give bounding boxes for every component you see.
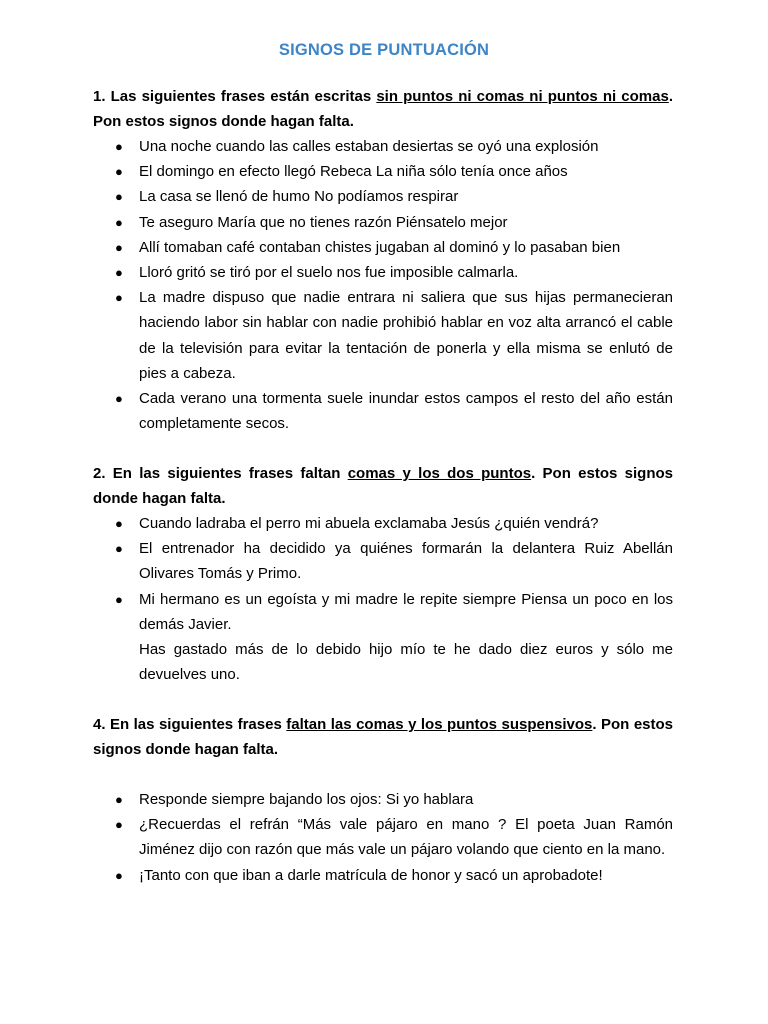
list-item (93, 587, 673, 637)
continuation-paragraph: Has gastado más de lo debido hijo mío te he dado diez euros y sólo me devuelves uno. (139, 641, 673, 684)
exercise-1-heading-text: 1. Las siguientes frases están escritas (93, 88, 377, 105)
bullet-icon: ● (115, 541, 123, 557)
list-item (93, 159, 673, 184)
list-item (93, 536, 673, 586)
exercise-1-list (93, 134, 673, 436)
list-item (93, 787, 673, 812)
list-item (93, 386, 673, 436)
exercise-2-heading-text: 2. En las siguientes frases faltan (93, 465, 348, 482)
bullet-icon: ● (115, 265, 123, 281)
exercise-2-heading-instruction: . Pon estos signos donde hagan falta. (93, 465, 674, 507)
exercise-4 (93, 712, 673, 888)
exercise-1-heading-instruction: . Pon estos signos donde hagan falta. (93, 88, 673, 130)
list-item (93, 863, 673, 888)
bullet-icon: ● (115, 391, 123, 407)
bullet-icon: ● (115, 164, 123, 180)
exercise-2-list (93, 511, 673, 637)
list-item-text: El entrenador ha decidido ya quiénes formarán la delantera Ruiz Abellán Olivares Tomás y Primo. (139, 540, 673, 583)
bullet-icon: ● (115, 817, 123, 833)
bullet-icon: ● (115, 214, 123, 230)
exercise-1-heading-underlined: sin puntos ni comas ni puntos ni comas (376, 88, 669, 105)
list-item-text: El domingo en efecto llegó Rebeca La niña sólo tenía once años (139, 163, 568, 181)
list-item-text: La madre dispuso que nadie entrara ni saliera que sus hijas permanecieran haciendo labor sin hablar con nadie prohibió hablar en voz alta arrancó el cable de la televisión para evitar la tentación de ponerla y ella misma se enlutó de pies a cabeza. (139, 289, 673, 382)
exercise-4-list (93, 787, 673, 888)
exercise-1-heading (93, 84, 673, 134)
list-item-text: ¿Recuerdas el refrán “Más vale pájaro en mano ? El poeta Juan Ramón Jiménez dijo con razón que más vale un pájaro volando que ciento en la mano. (139, 816, 673, 859)
list-item-text: Una noche cuando las calles estaban desiertas se oyó una explosión (139, 138, 599, 155)
exercise-4-heading-text: 4. En las siguientes frases (93, 716, 287, 733)
list-item-text: Lloró gritó se tiró por el suelo nos fue imposible calmarla. (139, 264, 519, 282)
list-item-text: Mi hermano es un egoísta y mi madre le repite siempre Piensa un poco en los demás Javier. (139, 590, 673, 633)
list-item (93, 260, 673, 285)
exercise-4-heading-underlined: faltan las comas y los puntos suspensivos (286, 716, 593, 733)
list-item (93, 184, 673, 209)
bullet-icon: ● (115, 189, 123, 205)
page-title: SIGNOS DE PUNTUACIÓN (278, 41, 490, 59)
list-item (93, 134, 673, 159)
bullet-icon: ● (115, 867, 123, 883)
list-item-text: Cuando ladraba el perro mi abuela exclamaba Jesús ¿quién vendrá? (139, 515, 599, 532)
bullet-icon: ● (115, 239, 123, 255)
list-item-text: ¡Tanto con que iban a darle matrícula de honor y sacó un aprobadote! (139, 866, 603, 884)
list-item (93, 235, 673, 260)
exercise-2-heading-underlined: comas y los dos puntos (347, 465, 532, 482)
list-item (93, 511, 673, 536)
exercise-2-heading (93, 461, 673, 511)
list-item-text: Te aseguro María que no tienes razón Piénsatelo mejor (139, 213, 508, 231)
list-item-text: Allí tomaban café contaban chistes jugaban al dominó y lo pasaban bien (139, 238, 621, 256)
list-item (93, 285, 673, 386)
exercise-4-heading (93, 712, 673, 762)
list-item-text: Responde siempre bajando los ojos: Si yo hablara (139, 791, 474, 808)
exercise-4-heading-instruction: . Pon estos signos donde hagan falta. (93, 716, 673, 758)
bullet-icon: ● (115, 792, 123, 807)
bullet-icon: ● (115, 516, 123, 531)
bullet-icon: ● (115, 290, 123, 306)
exercise-2 (93, 461, 673, 687)
list-item-text: Cada verano una tormenta suele inundar estos campos el resto del año están completamente secos. (139, 390, 673, 433)
exercise-1 (93, 84, 673, 436)
list-item (93, 210, 673, 235)
list-item-text: La casa se llenó de humo No podíamos respirar (139, 188, 459, 206)
list-item (93, 812, 673, 862)
bullet-icon: ● (115, 591, 123, 607)
bullet-icon: ● (115, 139, 123, 154)
